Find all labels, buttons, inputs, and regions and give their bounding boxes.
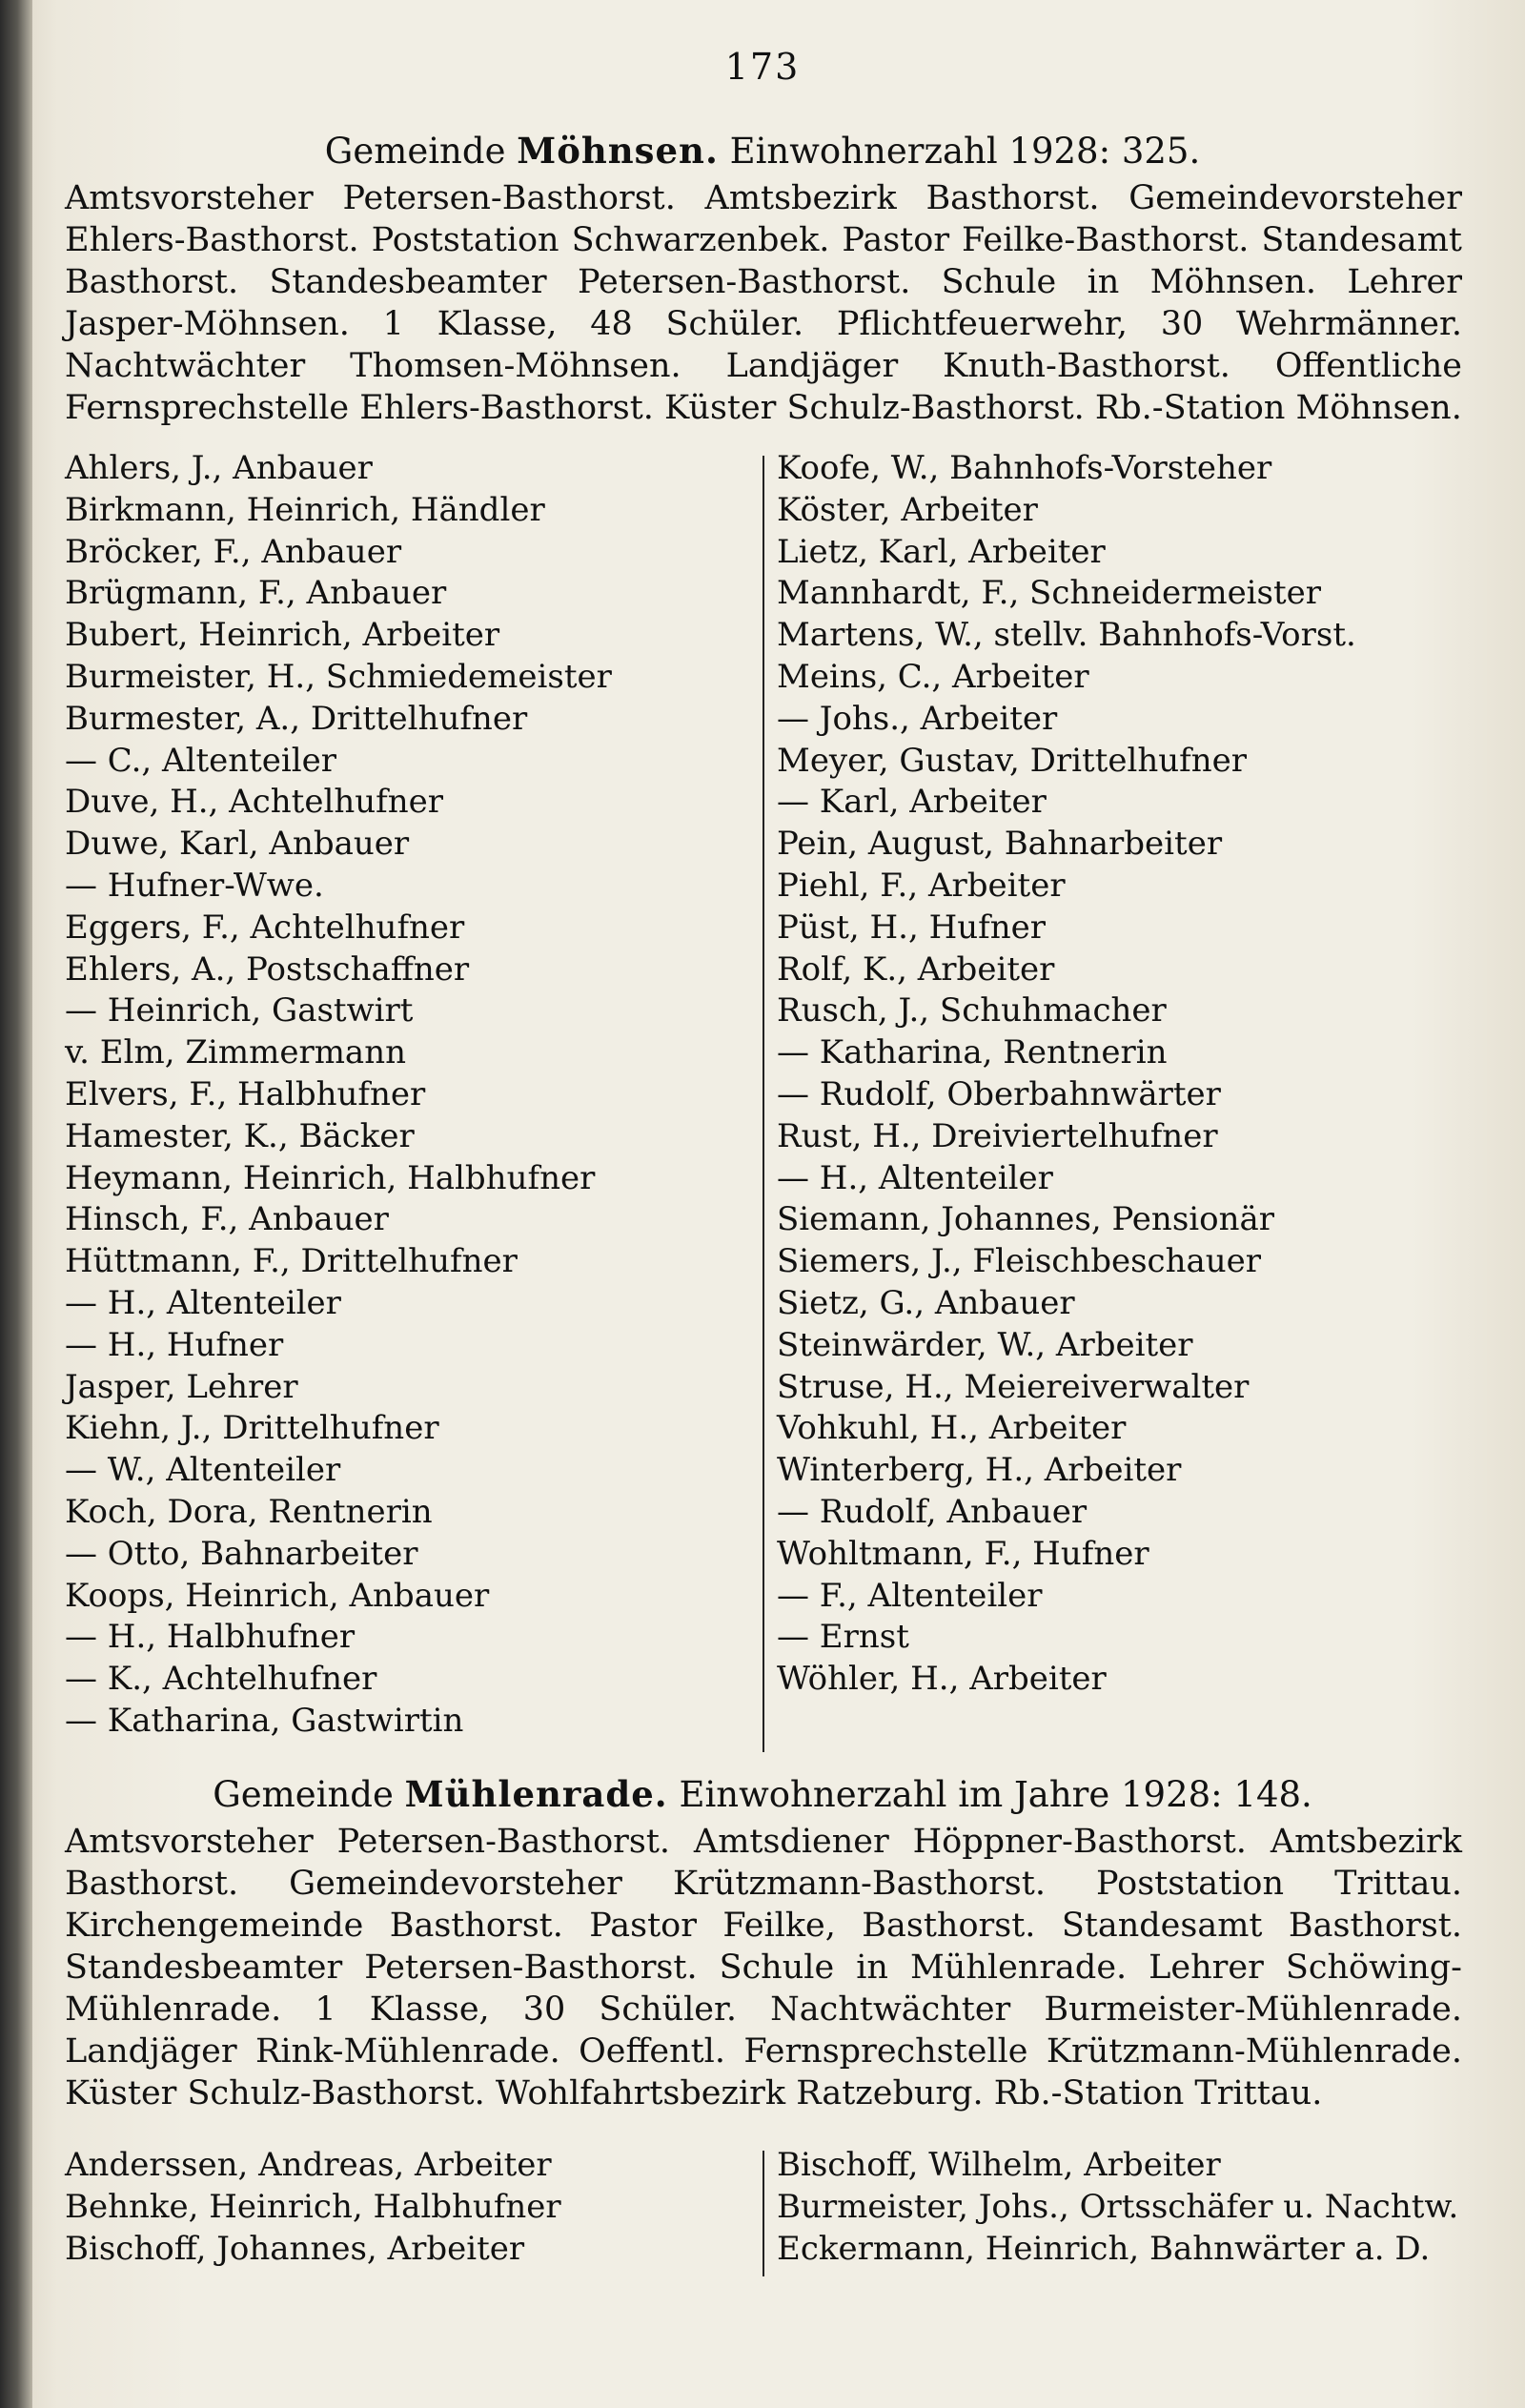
resident-entry: Burmeister, H., Schmiedemeister	[65, 657, 612, 696]
resident-entry: — H., Altenteiler	[65, 1283, 341, 1322]
resident-entry: Martens, W., stellv. Bahnhofs-Vorst.	[777, 616, 1356, 655]
resident-entry: Winterberg, H., Arbeiter	[777, 1451, 1182, 1490]
heading-place: Mühlenrade.	[404, 1773, 668, 1815]
resident-entry: Koofe, W., Bahnhofs-Vorsteher	[777, 449, 1272, 487]
resident-entry: Koch, Dora, Rentnerin	[65, 1492, 433, 1531]
heading-suffix: Einwohnerzahl im Jahre 1928: 148.	[679, 1774, 1312, 1815]
resident-entry: Burmeister, Johs., Ortsschäfer u. Nachtw.	[777, 2187, 1459, 2226]
resident-entry: — Johs., Arbeiter	[777, 699, 1058, 738]
heading-prefix: Gemeinde	[213, 1774, 394, 1815]
resident-entry: Sietz, G., Anbauer	[777, 1283, 1075, 1322]
resident-entry: Brügmann, F., Anbauer	[65, 574, 447, 613]
resident-entry: Rolf, K., Arbeiter	[777, 949, 1055, 989]
resident-entry: — H., Halbhufner	[65, 1618, 356, 1657]
resident-entry: Mannhardt, F., Schneidermeister	[777, 574, 1322, 613]
resident-entry: — H., Hufner	[65, 1325, 284, 1364]
resident-entry: Elvers, F., Halbhufner	[65, 1074, 426, 1113]
heading-suffix: Einwohnerzahl 1928: 325.	[729, 131, 1201, 172]
resident-entry: Ehlers, A., Postschaffner	[65, 949, 470, 989]
resident-entry: — C., Altenteiler	[65, 741, 337, 780]
resident-entry: — K., Achtelhufner	[65, 1660, 377, 1699]
resident-entry: Piehl, F., Arbeiter	[777, 866, 1066, 905]
resident-entry: Heymann, Heinrich, Halbhufner	[65, 1158, 596, 1197]
column-divider	[762, 456, 764, 1752]
resident-entry: Bischoff, Wilhelm, Arbeiter	[777, 2146, 1221, 2184]
resident-entry: — Katharina, Rentnerin	[777, 1033, 1168, 1072]
resident-entry: Bröcker, F., Anbauer	[65, 532, 402, 571]
resident-list-right-moehnsen	[777, 448, 1463, 1701]
resident-list-right-muehlenrade	[777, 2145, 1463, 2270]
resident-entry: — W., Altenteiler	[65, 1451, 341, 1490]
resident-entry: — H., Altenteiler	[777, 1158, 1053, 1197]
section-description-muehlenrade: Amtsvorsteher Petersen-Basthorst. Amtsdiener Höppner-Basthorst. Amtsbezirk Basthorst. Gemeindevorsteher Krützmann-Basthorst. Poststation Trittau. Kirchengemeinde Basthorst. Pastor Feilke, Basthorst. Standesamt Basthorst. Standesbeamter Petersen-Basthorst. Schule in Mühlenrade. Lehrer Schöwing-Mühlenrade. 1 Klasse, 30 Schüler. Nachtwächter Burmeister-Mühlenrade. Landjäger Rink-Mühlenrade. Oeffentl. Fernsprechstelle Krützmann-Mühlenrade. Küster Schulz-Basthorst. Wohlfahrtsbezirk Ratzeburg. Rb.-Station Trittau.	[65, 1823, 1462, 2112]
resident-entry: Köster, Arbeiter	[777, 490, 1038, 529]
resident-entry: Jasper, Lehrer	[65, 1367, 298, 1406]
resident-list-left-muehlenrade	[65, 2145, 751, 2270]
resident-entry: — Hufner-Wwe.	[65, 866, 324, 905]
section-heading-muehlenrade	[57, 1773, 1468, 1815]
resident-entry: Püst, H., Hufner	[777, 908, 1046, 947]
resident-entry: Lietz, Karl, Arbeiter	[777, 532, 1106, 571]
resident-entry: Koops, Heinrich, Anbauer	[65, 1576, 490, 1615]
resident-entry: Ahlers, J., Anbauer	[65, 449, 373, 487]
resident-entry: Kiehn, J., Drittelhufner	[65, 1409, 439, 1448]
resident-entry: — Otto, Bahnarbeiter	[65, 1534, 418, 1573]
resident-entry: Duve, H., Achtelhufner	[65, 783, 443, 822]
resident-entry: Duwe, Karl, Anbauer	[65, 825, 410, 864]
resident-entry: Hüttmann, F., Drittelhufner	[65, 1242, 518, 1281]
resident-entry: Pein, August, Bahnarbeiter	[777, 825, 1223, 864]
heading-place: Möhnsen.	[517, 130, 719, 172]
resident-entry: Meyer, Gustav, Drittelhufner	[777, 741, 1247, 780]
column-divider	[762, 2151, 764, 2276]
resident-entry: — Ernst	[777, 1618, 909, 1657]
resident-entry: Siemers, J., Fleischbeschauer	[777, 1242, 1262, 1281]
resident-entry: Rust, H., Dreiviertelhufner	[777, 1116, 1218, 1155]
resident-entry: — F., Altenteiler	[777, 1576, 1043, 1615]
resident-entry: — Heinrich, Gastwirt	[65, 991, 414, 1031]
resident-entry: Behnke, Heinrich, Halbhufner	[65, 2187, 561, 2226]
resident-entry: Meins, C., Arbeiter	[777, 657, 1089, 696]
resident-entry: — Karl, Arbeiter	[777, 783, 1047, 822]
page-number: 173	[724, 46, 801, 88]
heading-prefix: Gemeinde	[324, 131, 506, 172]
resident-entry: Rusch, J., Schuhmacher	[777, 991, 1167, 1031]
resident-entry: — Rudolf, Anbauer	[777, 1492, 1088, 1531]
resident-entry: Hinsch, F., Anbauer	[65, 1200, 389, 1239]
resident-list-left-moehnsen	[65, 448, 751, 1743]
resident-entry: — Katharina, Gastwirtin	[65, 1701, 464, 1740]
resident-entry: — Rudolf, Oberbahnwärter	[777, 1074, 1221, 1113]
resident-entry: Hamester, K., Bäcker	[65, 1116, 415, 1155]
section-description-moehnsen: Amtsvorsteher Petersen-Basthorst. Amtsbezirk Basthorst. Gemeindevorsteher Ehlers-Basthorst. Poststation Schwarzenbek. Pastor Feilke-Basthorst. Standesamt Basthorst. Standesbeamter Petersen-Basthorst. Schule in Möhnsen. Lehrer Jasper-Möhnsen. 1 Klasse, 48 Schüler. Pflichtfeuerwehr, 30 Wehrmänner. Nachtwächter Thomsen-Möhnsen. Landjäger Knuth-Basthorst. Offentliche Fernsprechstelle Ehlers-Basthorst. Küster Schulz-Basthorst. Rb.-Station Möhnsen.	[65, 179, 1462, 427]
resident-entry: v. Elm, Zimmermann	[65, 1033, 406, 1072]
resident-entry: Bubert, Heinrich, Arbeiter	[65, 616, 500, 655]
resident-entry: Birkmann, Heinrich, Händler	[65, 490, 545, 529]
resident-entry: Wohltmann, F., Hufner	[777, 1534, 1149, 1573]
resident-entry: Eckermann, Heinrich, Bahnwärter a. D.	[777, 2229, 1431, 2268]
resident-entry: Struse, H., Meiereiverwalter	[777, 1367, 1250, 1406]
resident-entry: Siemann, Johannes, Pensionär	[777, 1200, 1275, 1239]
resident-entry: Wöhler, H., Arbeiter	[777, 1660, 1107, 1699]
resident-entry: Vohkuhl, H., Arbeiter	[777, 1409, 1127, 1448]
resident-entry: Anderssen, Andreas, Arbeiter	[65, 2146, 552, 2184]
resident-entry: Bischoff, Johannes, Arbeiter	[65, 2229, 525, 2268]
book-binding-shadow	[0, 0, 32, 2408]
resident-entry: Steinwärder, W., Arbeiter	[777, 1325, 1193, 1364]
resident-entry: Burmester, A., Drittelhufner	[65, 699, 528, 738]
resident-entry: Eggers, F., Achtelhufner	[65, 908, 465, 947]
section-heading-moehnsen	[57, 130, 1468, 172]
